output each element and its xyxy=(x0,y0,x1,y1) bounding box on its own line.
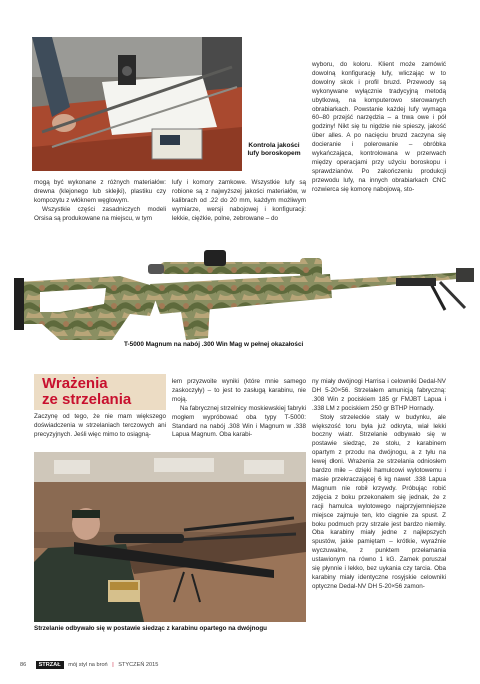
section-col-left xyxy=(34,413,166,440)
section-col-mid-p1: łem przyzwoite wyniki (które mnie samego zaskoczyły) – to jest to zasługą karabinu, nie moją. xyxy=(172,378,306,403)
section-col-mid-p2: Na fabrycznej strzelnicy moskiewskiej fabryki mogłem wypróbować oba typy T-5000: Standard na nabój .308 Win i Magnum w .338 Lapua Magnum. Oba karabi- xyxy=(172,404,306,439)
top-col-left xyxy=(34,179,166,224)
footer xyxy=(20,660,320,670)
shooting-photo xyxy=(34,452,306,622)
top-col-left-p1: mogą być wykonane z różnych materiałów: drewna (klejonego lub sklejki), plastiku czy kompozytu z włóknem węglowym. xyxy=(34,179,166,204)
top-col-left-p2: Wszystkie części zasadniczych modeli Orsisa są produkowane na miejscu, w tym xyxy=(34,205,166,222)
magazine-logo: STRZAŁ xyxy=(36,661,64,669)
footer-separator: | xyxy=(112,662,114,668)
section-col-right xyxy=(312,378,446,592)
page-number: 86 xyxy=(20,662,27,668)
section-heading-line2: ze strzelania xyxy=(42,391,132,408)
boroscope-photo-art xyxy=(32,37,242,171)
section-heading-box xyxy=(34,374,166,410)
top-col-mid-p1: lufy i komory zamkowe. Wszystkie lufy są robione są z najwyższej jakości materiałów, w kalibrach od .22 do 20 mm, każdym możliwym wymiarze, wersji nabojowej i konfiguracji: lekkie, ciężkie, polne, zebrowane – do xyxy=(172,179,306,222)
section-col-left-p1: Zaczynę od tego, że nie mam większego doświadczenia w strzelaniach terczowych ani precyzyjnych. Jeśli więc mimo to osiągną- xyxy=(34,413,166,438)
top-col-right xyxy=(312,61,446,195)
rifle-caption: T-5000 Magnum na nabój .300 Win Mag w pełnej okazałości xyxy=(124,341,304,348)
magazine-tagline: mój styl na broń xyxy=(68,662,108,668)
top-col-mid xyxy=(172,179,306,224)
section-col-right-p2: Stoły strzeleckie stały w budynku, ale większość toru była już odkryta, wiał lekki boczny wiatr. Strzelanie odbywało się w postawie siedząc, ze stołu, z karabinem opartym z przodu na dwójnogu, a z tyłu na lewej dłoni. Wrażenia ze strzelania odniosłem bardzo miłe – dzięki hamulcowi wylotowemu i masie przekraczającej 6 kg nawet .338 Lapua Magnum nie robił krzywdy. Próbując robić zdjęcia z boku przekonałem się jednak, że z racji hamulca wylotowego najprzyjemniejsze miejsce zajmuje ten, kto ciągnie za spust. Z boku podmuch przy strzale jest bardzo niemiły. Oba karabiny miały jedne z najlepszych spustów, jakie pamiętam – krótkie, wyraźnie wyczuwalne, z punktem przełamania ustawionym na równo 1 kG. Zamek poruszał się płynnie i lekko, bez uykania czy tarcia. Oba karabiny miały identyczne rosyjskie celowniki optyczne Dedal-NV DH 5-20×56 zamon- xyxy=(312,413,446,590)
section-heading-line1: Wrażenia xyxy=(42,375,108,392)
shooting-photo-art xyxy=(34,452,306,622)
rifle-illustration xyxy=(0,228,480,355)
section-col-right-p1: ny miały dwójnogi Harrisa i celowniki Dedal-NV DH 5-20×56. Strzelałem amunicją fabryczną: .308 Win z pociskiem 185 gr FMJBT Lapua i .338 LM z pociskiem 250 gr BTHP Hornady. xyxy=(312,378,446,412)
boroscope-caption: Kontrola jakości lufy boroskopem xyxy=(247,142,301,157)
top-col-right-p1: wyboru, do koloru. Klient może zamówić dowolną konfigurację lufy, wliczając w to dowolny skok i profil bruzd. Przewody są wykonywane wyłącznie tradycyjną metodą ubytkową, na komputerowo sterowanych obrabiarkach. Powstanie każdej lufy wymaga 60–80 przejść narzędzia – a trwa owe i pół godziny! Nikt się tu nigdzie nie spieszy, jakość über alles. A po nacięciu bruzd zaczyna się docieranie i polerowanie – obróbka wykańczająca, kontrolowana w przerwach między operacjami przy użyciu boroskopu i sprawdzianów. Po zakończeniu produkcji przewodu lufy, na innych obrabiarkach CNC rozwierca się komorę nabojową, sto- xyxy=(312,61,446,193)
issue-date: STYCZEŃ 2015 xyxy=(118,662,159,668)
shooting-caption: Strzelanie odbywało się w postawie siedząc z karabinu opartego na dwójnogu xyxy=(34,625,268,632)
section-col-mid xyxy=(172,378,306,440)
rifle-photo xyxy=(0,228,480,355)
boroscope-photo xyxy=(32,37,242,171)
